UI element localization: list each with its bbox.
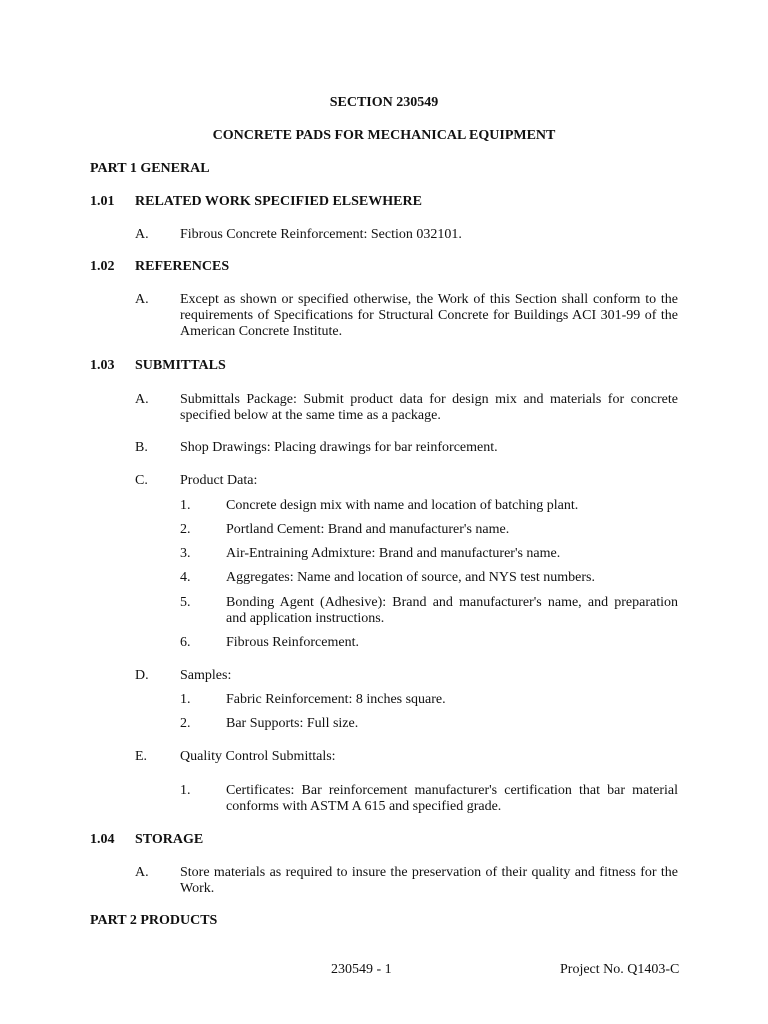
item-text: Shop Drawings: Placing drawings for bar reinforcement. <box>180 440 498 455</box>
subitem-number: 2. <box>180 522 191 537</box>
subitem-number: 2. <box>180 716 191 731</box>
subitem-text: Portland Cement: Brand and manufacturer's name. <box>226 522 510 537</box>
subitem-text: Fibrous Reinforcement. <box>226 635 359 650</box>
document-title: CONCRETE PADS FOR MECHANICAL EQUIPMENT <box>212 128 556 143</box>
subitem-text: Fabric Reinforcement: 8 inches square. <box>226 692 446 707</box>
subitem-number: 3. <box>180 546 191 561</box>
subitem-text: Bonding Agent (Adhesive): Brand and manufacturer's name, and preparation and application instructions. <box>226 595 678 626</box>
subitem-number: 1. <box>180 692 191 707</box>
section-number: SECTION 230549 <box>329 95 439 110</box>
section-1-02-title: REFERENCES <box>135 259 230 274</box>
section-1-01-title: RELATED WORK SPECIFIED ELSEWHERE <box>135 194 422 209</box>
subitem-number: 6. <box>180 635 191 650</box>
section-1-02-number: 1.02 <box>90 259 115 274</box>
subitem-text: Air-Entraining Admixture: Brand and manufacturer's name. <box>226 546 561 561</box>
item-label: A. <box>135 392 149 407</box>
subitem-text: Aggregates: Name and location of source, and NYS test numbers. <box>226 570 595 585</box>
section-1-03-number: 1.03 <box>90 358 115 373</box>
section-1-04-title: STORAGE <box>135 832 204 847</box>
item-text: Fibrous Concrete Reinforcement: Section 032101. <box>180 227 462 242</box>
subitem-number: 1. <box>180 783 191 798</box>
section-1-01-number: 1.01 <box>90 194 115 209</box>
section-1-04-number: 1.04 <box>90 832 115 847</box>
subitem-number: 1. <box>180 498 191 513</box>
project-number: Project No. Q1403-C <box>560 962 680 977</box>
item-label: A. <box>135 865 149 880</box>
subitem-number: 5. <box>180 595 191 610</box>
section-1-03-title: SUBMITTALS <box>135 358 226 373</box>
item-label: E. <box>135 749 148 764</box>
item-text: Product Data: <box>180 473 258 488</box>
subitem-number: 4. <box>180 570 191 585</box>
subitem-text: Bar Supports: Full size. <box>226 716 359 731</box>
subitem-text: Certificates: Bar reinforcement manufacturer's certification that bar material conforms with ASTM A 615 and specified grade. <box>226 783 678 814</box>
item-label: A. <box>135 292 149 307</box>
item-text: Samples: <box>180 668 232 683</box>
item-label: A. <box>135 227 149 242</box>
item-text: Quality Control Submittals: <box>180 749 336 764</box>
item-label: B. <box>135 440 148 455</box>
part-2-heading: PART 2 PRODUCTS <box>90 913 218 928</box>
item-text: Submittals Package: Submit product data for design mix and materials for concrete specified below at the same time as a package. <box>180 392 678 423</box>
item-text: Store materials as required to insure the preservation of their quality and fitness for the Work. <box>180 865 678 896</box>
subitem-text: Concrete design mix with name and location of batching plant. <box>226 498 579 513</box>
item-label: C. <box>135 473 148 488</box>
item-label: D. <box>135 668 149 683</box>
item-text: Except as shown or specified otherwise, the Work of this Section shall conform to the requirements of Specifications for Structural Concrete for Buildings ACI 301-99 of the American Concrete Institute. <box>180 292 678 339</box>
page-number: 230549 - 1 <box>331 962 392 977</box>
part-1-heading: PART 1 GENERAL <box>90 161 210 176</box>
